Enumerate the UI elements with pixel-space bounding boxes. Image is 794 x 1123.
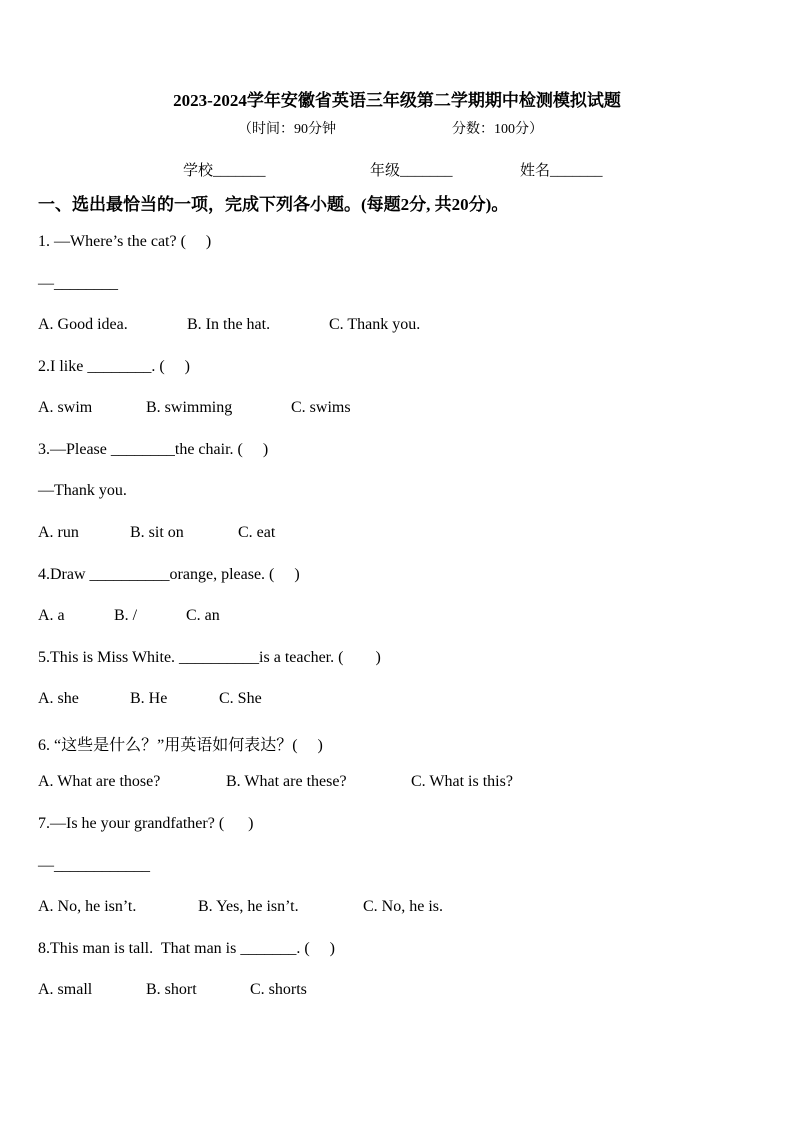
question-8-option-b: B. short <box>146 981 197 998</box>
question-4-option-a: A. a <box>38 607 65 624</box>
question-7-answer-line: —____________ <box>38 857 150 874</box>
exam-score: 分数：100分） <box>452 122 543 137</box>
question-5-option-b: B. He <box>130 690 168 707</box>
question-5-stem: 5.This is Miss White. __________is a teacher. ( ) <box>38 649 381 666</box>
question-2-stem: 2.I like ________. ( ) <box>38 358 190 375</box>
question-3-option-a: A. run <box>38 524 79 541</box>
question-5-option-c: C. She <box>219 690 262 707</box>
question-2-option-a: A. swim <box>38 399 93 416</box>
question-6-option-c: C. What is this? <box>411 773 513 790</box>
section-heading: 一、选出最恰当的一项，完成下列各小题。(每题2分, 共20分)。 <box>38 195 509 214</box>
question-7-stem: 7.—Is he your grandfather? ( ) <box>38 815 254 832</box>
school-field: 学校_______ <box>183 163 266 179</box>
name-field: 姓名_______ <box>520 163 603 179</box>
exam-time: （时间：90分钟 <box>238 122 336 137</box>
question-3-stem: 3.—Please ________the chair. ( ) <box>38 441 269 458</box>
question-3-option-b: B. sit on <box>130 524 184 541</box>
question-7-option-b: B. Yes, he isn’t. <box>198 898 299 915</box>
question-6-option-a: A. What are those? <box>38 773 161 790</box>
question-3-option-c: C. eat <box>238 524 276 541</box>
question-8-option-a: A. small <box>38 981 93 998</box>
question-7-option-c: C. No, he is. <box>363 898 443 915</box>
question-7-option-a: A. No, he isn’t. <box>38 898 137 915</box>
question-1-stem: 1. —Where’s the cat? ( ) <box>38 233 212 250</box>
question-4-option-c: C. an <box>186 607 220 624</box>
question-1-option-b: B. In the hat. <box>187 316 271 333</box>
exam-title: 2023-2024学年安徽省英语三年级第二学期期中检测模拟试题 <box>173 91 621 110</box>
question-6-stem: 6. “这些是什么？”用英语如何表达？( ) <box>38 737 323 754</box>
question-6-option-b: B. What are these? <box>226 773 347 790</box>
question-2-option-c: C. swims <box>291 399 351 416</box>
question-1-option-a: A. Good idea. <box>38 316 128 333</box>
grade-field: 年级_______ <box>370 163 453 179</box>
question-3-reply: —Thank you. <box>38 482 127 499</box>
question-1-option-c: C. Thank you. <box>329 316 421 333</box>
question-4-stem: 4.Draw __________orange, please. ( ) <box>38 566 300 583</box>
question-4-option-b: B. / <box>114 607 138 624</box>
question-8-stem: 8.This man is tall. That man is _______. ( ) <box>38 940 336 957</box>
question-1-answer-line: —________ <box>38 275 118 292</box>
question-2-option-b: B. swimming <box>146 399 233 416</box>
question-8-option-c: C. shorts <box>250 981 307 998</box>
question-5-option-a: A. she <box>38 690 79 707</box>
